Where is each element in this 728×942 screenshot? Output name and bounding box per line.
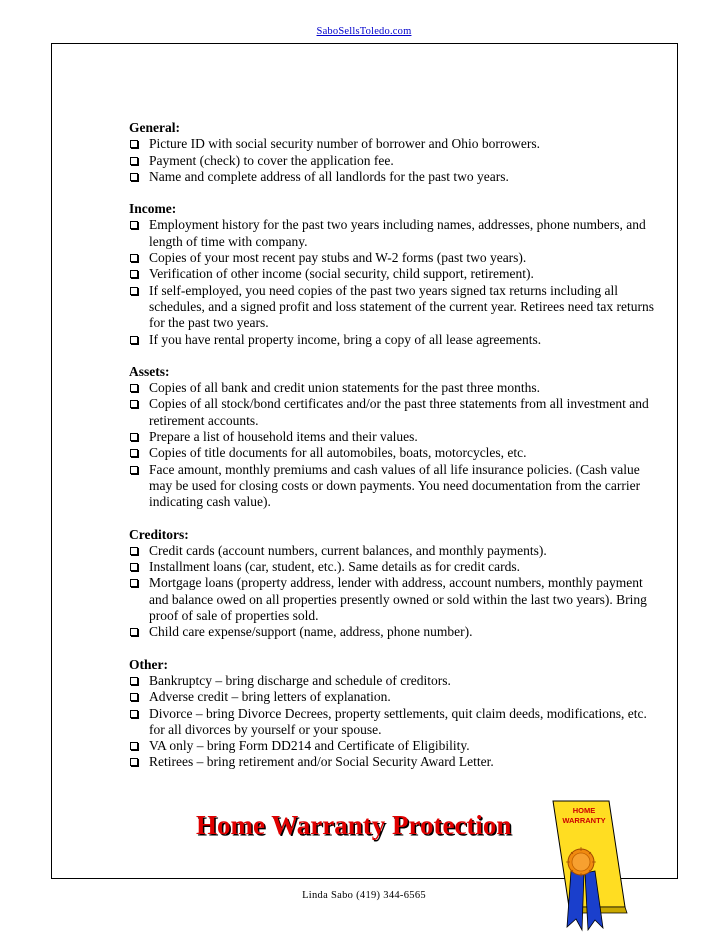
checkbox-square-icon	[130, 336, 138, 344]
checklist-item: Prepare a list of household items and their values.	[129, 429, 659, 445]
checklist-item: Verification of other income (social security, child support, retirement).	[129, 266, 659, 282]
checklist-item: Employment history for the past two years including names, addresses, phone numbers, and length of time with company.	[129, 217, 659, 250]
checklist-item: Mortgage loans (property address, lender with address, account numbers, monthly payment and balance owed on all properties presently owned or sold within the last two years). Bring proof of sale of properties sold.	[129, 575, 659, 624]
section-creditors	[129, 527, 659, 641]
checkbox-square-icon	[130, 466, 138, 474]
checklist-item: If self-employed, you need copies of the past two years signed tax returns including all schedules, and a signed profit and loss statement of the current year. Retirees need tax returns for the past two years.	[129, 283, 659, 332]
checklist-item: Divorce – bring Divorce Decrees, property settlements, quit claim deeds, modifications, etc. for all divorces by yourself or your spouse.	[129, 706, 659, 739]
section-heading: Income:	[129, 201, 177, 217]
header-url[interactable]: SaboSellsToledo.com	[316, 26, 412, 37]
checkbox-square-icon	[130, 270, 138, 278]
checklist-item: Copies of title documents for all automobiles, boats, motorcycles, etc.	[129, 445, 659, 461]
checkbox-square-icon	[130, 254, 138, 262]
checklist-item: Face amount, monthly premiums and cash values of all life insurance policies. (Cash value may be used for closing costs or down payments. You need documentation from the carrier indicating cash value).	[129, 462, 659, 511]
checklist-item: Installment loans (car, student, etc.). Same details as for credit cards.	[129, 559, 659, 575]
section-heading: Creditors:	[129, 526, 189, 542]
checklist-item: Name and complete address of all landlords for the past two years.	[129, 169, 659, 185]
checkbox-square-icon	[130, 579, 138, 587]
checklist-item: Copies of all stock/bond certificates and/or the past three statements from all investment and retirement accounts.	[129, 396, 659, 429]
section-heading: Other:	[129, 656, 168, 672]
checkbox-square-icon	[130, 449, 138, 457]
badge-line: HOME	[572, 806, 596, 815]
checklist-item: VA only – bring Form DD214 and Certificate of Eligibility.	[129, 738, 659, 754]
checklist-item: Bankruptcy – bring discharge and schedule of creditors.	[129, 673, 659, 689]
checkbox-square-icon	[130, 400, 138, 408]
home-warranty-title: Home Warranty Protection	[196, 810, 512, 840]
checkbox-square-icon	[130, 758, 138, 766]
section-income	[129, 201, 659, 348]
checklist-item: Credit cards (account numbers, current balances, and monthly payments).	[129, 543, 659, 559]
section-general	[129, 120, 659, 185]
checklist-item: Picture ID with social security number of borrower and Ohio borrowers.	[129, 136, 659, 152]
badge-line: WARRANTY	[562, 816, 606, 825]
footer-contact: Linda Sabo (419) 344-6565	[302, 890, 426, 901]
checkbox-square-icon	[130, 693, 138, 701]
warranty-badge-text	[558, 806, 610, 826]
checkbox-square-icon	[130, 433, 138, 441]
section-assets	[129, 364, 659, 511]
checklist-item: Copies of your most recent pay stubs and W-2 forms (past two years).	[129, 250, 659, 266]
checklist-item: If you have rental property income, bring a copy of all lease agreements.	[129, 332, 659, 348]
checklist-item: Retirees – bring retirement and/or Social Security Award Letter.	[129, 754, 659, 770]
checkbox-square-icon	[130, 677, 138, 685]
section-heading: General:	[129, 120, 180, 135]
checklist-item: Adverse credit – bring letters of explanation.	[129, 689, 659, 705]
checkbox-square-icon	[130, 287, 138, 295]
checklist-content	[129, 120, 659, 787]
checkbox-square-icon	[130, 710, 138, 718]
checkbox-square-icon	[130, 628, 138, 636]
checkbox-square-icon	[130, 384, 138, 392]
checklist-item: Child care expense/support (name, address, phone number).	[129, 624, 659, 640]
checkbox-square-icon	[130, 563, 138, 571]
section-other	[129, 657, 659, 771]
checklist-item: Payment (check) to cover the application fee.	[129, 153, 659, 169]
checkbox-square-icon	[130, 742, 138, 750]
checkbox-square-icon	[130, 173, 138, 181]
checkbox-square-icon	[130, 157, 138, 165]
section-heading: Assets:	[129, 363, 170, 379]
checkbox-square-icon	[130, 221, 138, 229]
checkbox-square-icon	[130, 140, 138, 148]
checklist-item: Copies of all bank and credit union statements for the past three months.	[129, 380, 659, 396]
checkbox-square-icon	[130, 547, 138, 555]
